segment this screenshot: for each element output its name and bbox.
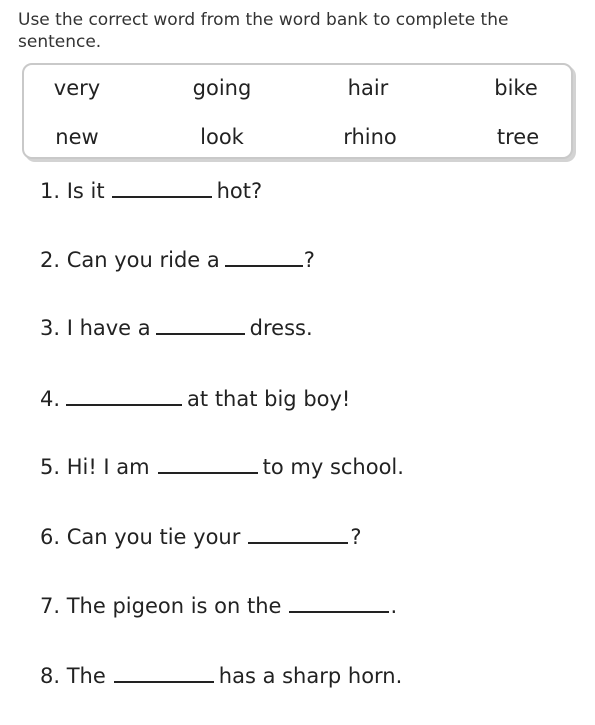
word-bank [22,63,573,159]
question-prefix: 2. Can you ride a [40,248,220,272]
answer-blank[interactable] [114,663,214,683]
question-7 [40,592,397,620]
word-bank-word: rhino [343,125,397,149]
question-3 [40,314,313,342]
answer-blank[interactable] [158,454,258,474]
answer-blank[interactable] [112,178,212,198]
question-prefix: 7. The pigeon is on the [40,594,282,618]
question-suffix: ? [350,525,362,549]
question-suffix: to my school. [262,455,404,479]
question-suffix: dress. [249,316,313,340]
question-suffix: has a sharp horn. [218,664,403,688]
question-prefix: 6. Can you tie your [40,525,241,549]
question-suffix: ? [303,248,315,272]
question-6 [40,523,362,551]
word-bank-word: bike [494,76,538,100]
question-prefix: 5. Hi! I am [40,455,150,479]
question-prefix: 1. Is it [40,179,105,203]
word-bank-word: hair [347,76,389,100]
question-4 [40,385,350,413]
answer-blank[interactable] [248,524,348,544]
question-2 [40,246,315,274]
word-bank-word: going [192,76,252,100]
question-8 [40,662,402,690]
answer-blank[interactable] [156,315,245,335]
answer-blank[interactable] [66,386,182,406]
question-1 [40,177,262,205]
question-5 [40,453,404,481]
word-bank-word: new [55,125,99,149]
question-prefix: 3. I have a [40,316,151,340]
question-prefix: 8. The [40,664,106,688]
word-bank-word: tree [496,125,540,149]
answer-blank[interactable] [289,593,389,613]
word-bank-word: very [53,76,101,100]
instructions: Use the correct word from the word bank to complete the sentence. [18,10,509,52]
question-suffix: at that big boy! [187,387,351,411]
question-suffix: . [390,594,398,618]
question-prefix: 4. [40,387,61,411]
question-suffix: hot? [216,179,263,203]
answer-blank[interactable] [225,247,303,267]
word-bank-word: look [200,125,244,149]
